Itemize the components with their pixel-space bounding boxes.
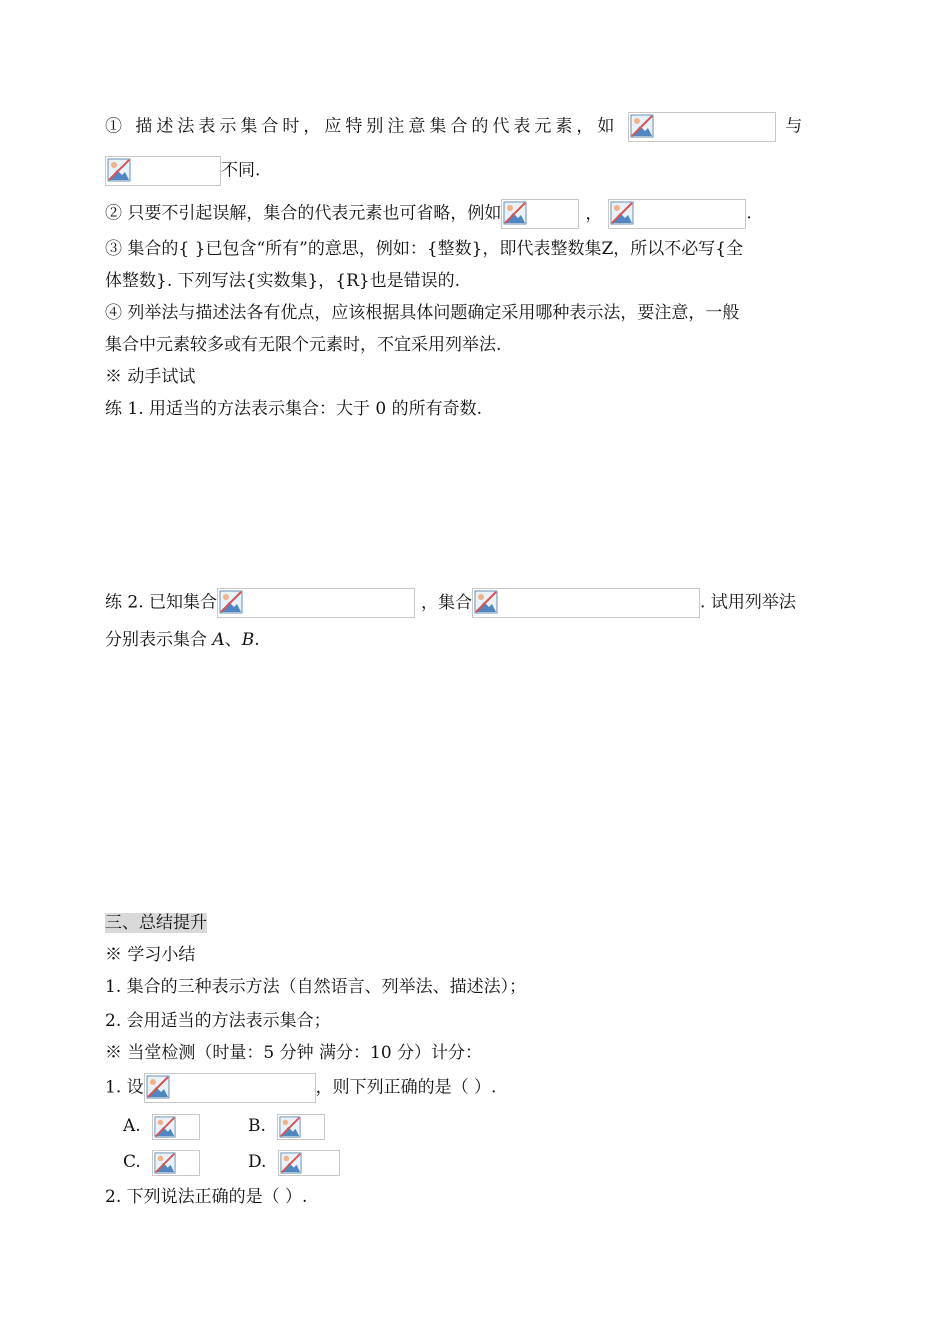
para-2-text: ② 只要不引起误解，集合的代表元素也可省略，例如 bbox=[105, 203, 502, 224]
para-1-text: ① 描述法表示集合时，应特别注意集合的代表元素，如 bbox=[105, 116, 619, 137]
option-d-label: D. bbox=[248, 1152, 267, 1172]
formula-image-placeholder bbox=[105, 156, 221, 186]
broken-image-icon bbox=[280, 1152, 302, 1174]
exercise-2-line-1 bbox=[105, 588, 796, 614]
para-1-different: 不同. bbox=[221, 160, 261, 181]
option-c-label: C. bbox=[123, 1152, 141, 1172]
broken-image-icon bbox=[154, 1152, 176, 1174]
variable-b: B bbox=[241, 630, 255, 650]
summary-heading: ※ 学习小结 bbox=[105, 945, 196, 965]
exercise-2-line-2-text: 分别表示集合 bbox=[105, 630, 213, 650]
para-1-line-1 bbox=[105, 112, 806, 138]
option-a[interactable] bbox=[123, 1113, 200, 1140]
section-3-heading bbox=[105, 910, 207, 936]
formula-image-placeholder bbox=[472, 588, 700, 618]
para-2-period: . bbox=[746, 203, 752, 224]
try-heading: ※ 动手试试 bbox=[105, 367, 196, 387]
para-1-and: 与 bbox=[785, 116, 807, 137]
question-1 bbox=[105, 1073, 496, 1099]
para-3-line-1: ③ 集合的{ }已包含“所有”的意思，例如：{整数}，即代表整数集Z，所以不必写{全 bbox=[105, 239, 744, 259]
para-2-comma: ， bbox=[585, 203, 603, 224]
section-3-title: 三、总结提升 bbox=[105, 913, 207, 933]
para-4-line-1: ④ 列举法与描述法各有优点，应该根据具体问题确定采用哪种表示法，要注意，一般 bbox=[105, 303, 740, 323]
exercise-2-set-b: ，集合 bbox=[421, 592, 473, 613]
summary-item: 1. 集合的三种表示方法（自然语言、列举法、描述法）； bbox=[105, 977, 527, 997]
para-4-line-2: 集合中元素较多或有无限个元素时，不宜采用列举法. bbox=[105, 335, 502, 355]
formula-image-placeholder bbox=[277, 1114, 325, 1140]
option-b-label: B. bbox=[248, 1116, 266, 1136]
exercise-1: 练 1. 用适当的方法表示集合：大于 0 的所有奇数. bbox=[105, 399, 483, 419]
formula-image-placeholder bbox=[152, 1114, 200, 1140]
formula-image-placeholder bbox=[144, 1073, 316, 1103]
broken-image-icon bbox=[146, 1075, 170, 1099]
option-d[interactable] bbox=[248, 1149, 340, 1176]
para-2 bbox=[105, 199, 752, 225]
formula-image-placeholder bbox=[608, 199, 746, 229]
option-c[interactable] bbox=[123, 1149, 200, 1176]
exercise-2-line-2 bbox=[105, 627, 260, 653]
broken-image-icon bbox=[154, 1116, 176, 1138]
broken-image-icon bbox=[503, 201, 527, 225]
broken-image-icon bbox=[107, 158, 131, 182]
summary-item: 2. 会用适当的方法表示集合； bbox=[105, 1011, 331, 1031]
question-1-prefix: 1. 设 bbox=[105, 1077, 144, 1098]
variable-a: A bbox=[212, 630, 225, 650]
formula-image-placeholder bbox=[501, 199, 579, 229]
broken-image-icon bbox=[219, 590, 243, 614]
formula-image-placeholder bbox=[152, 1150, 200, 1176]
formula-image-placeholder bbox=[628, 112, 776, 142]
broken-image-icon bbox=[630, 114, 654, 138]
question-1-text: ，则下列正确的是（ ）. bbox=[315, 1077, 497, 1098]
exercise-2-end: . bbox=[254, 630, 260, 650]
exercise-2-text: 练 2. 已知集合 bbox=[105, 592, 218, 613]
formula-image-placeholder bbox=[278, 1150, 340, 1176]
option-a-label: A. bbox=[123, 1116, 141, 1136]
test-heading: ※ 当堂检测（时量：5 分钟 满分：10 分）计分： bbox=[105, 1043, 483, 1063]
exercise-2-sep: 、 bbox=[224, 630, 242, 650]
exercise-2-instruction: . 试用列举法 bbox=[700, 592, 796, 613]
broken-image-icon bbox=[279, 1116, 301, 1138]
broken-image-icon bbox=[474, 590, 498, 614]
para-1-line-2 bbox=[105, 156, 260, 182]
question-2: 2. 下列说法正确的是（ ）. bbox=[105, 1187, 308, 1207]
broken-image-icon bbox=[610, 201, 634, 225]
option-b[interactable] bbox=[248, 1113, 325, 1140]
formula-image-placeholder bbox=[217, 588, 415, 618]
para-3-line-2: 体整数}. 下列写法{实数集}，{R}也是错误的. bbox=[105, 271, 461, 291]
